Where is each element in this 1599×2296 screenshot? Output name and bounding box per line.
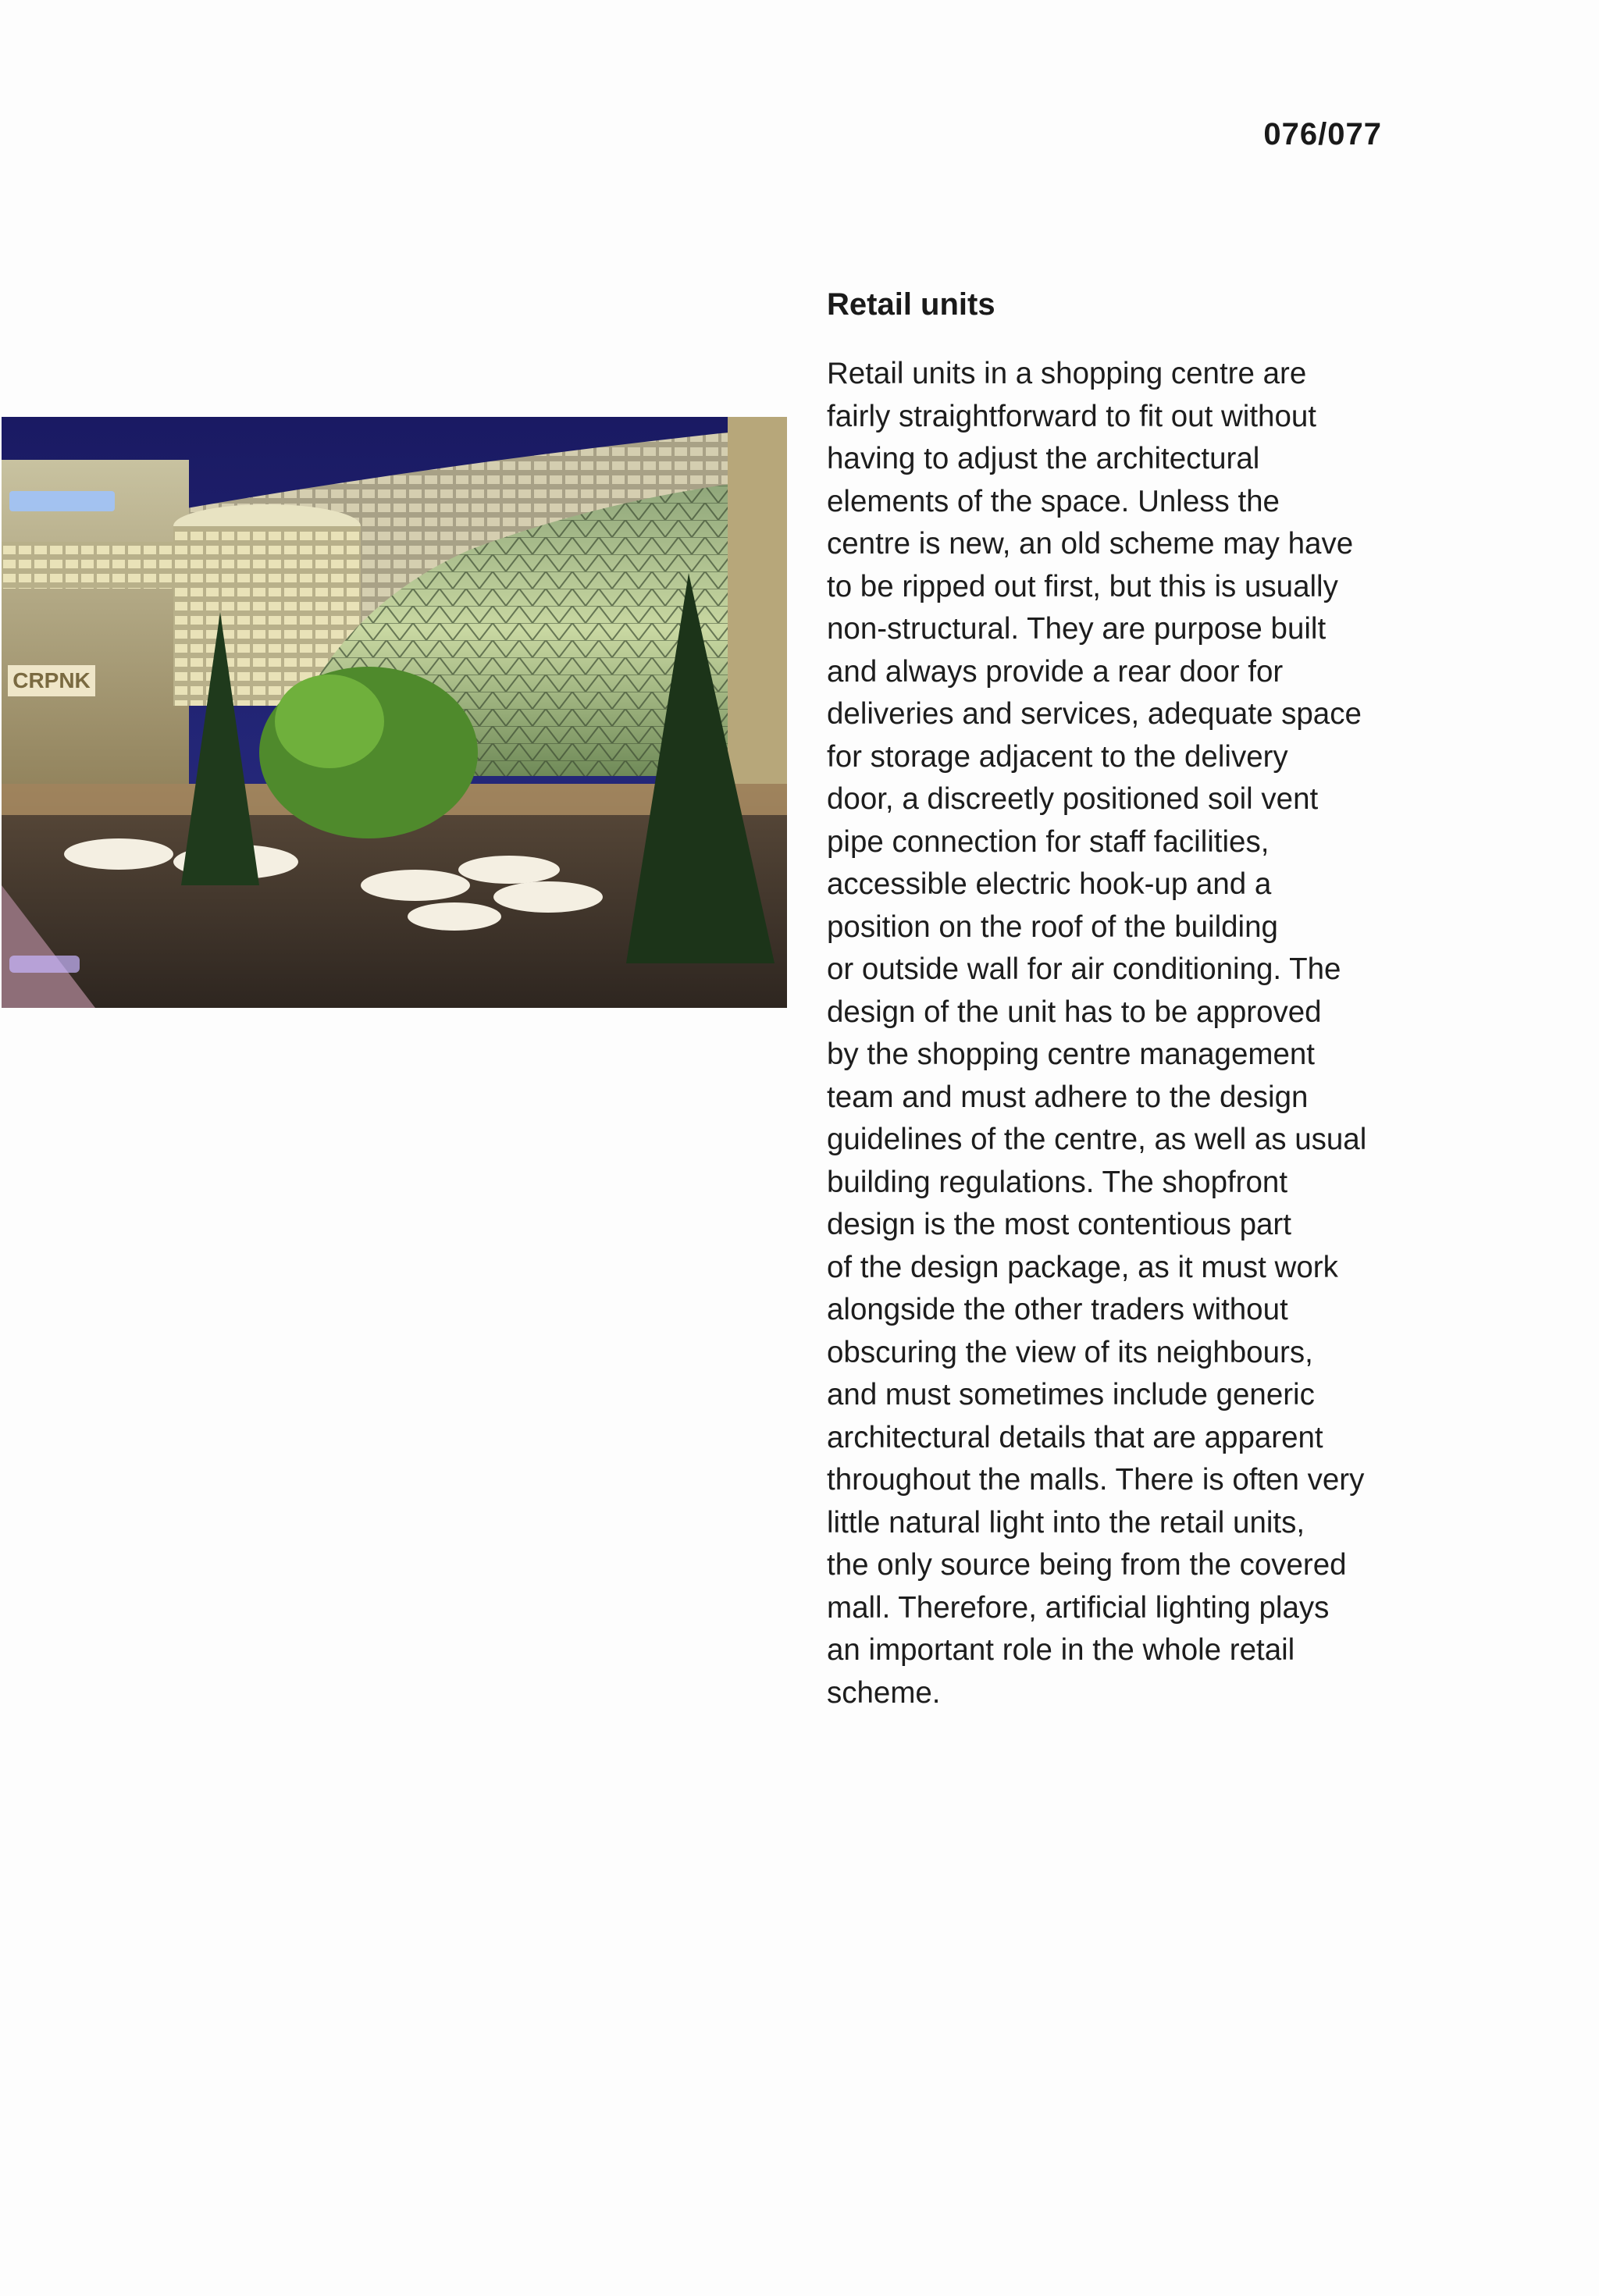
- paragraph-line: building regulations. The shopfront: [827, 1165, 1288, 1199]
- section-heading: Retail units: [827, 287, 995, 322]
- paragraph-line: throughout the malls. There is often very: [827, 1463, 1365, 1497]
- paragraph-line: pipe connection for staff facilities,: [827, 824, 1270, 859]
- paragraph-line: little natural light into the retail units,: [827, 1505, 1305, 1540]
- shopping-centre-photo: [2, 417, 787, 1008]
- paragraph-line: team and must adhere to the design: [827, 1080, 1309, 1114]
- paragraph-line: obscuring the view of its neighbours,: [827, 1335, 1313, 1369]
- paragraph-line: architectural details that are apparent: [827, 1420, 1323, 1454]
- paragraph-line: scheme.: [827, 1675, 941, 1710]
- paragraph-line: guidelines of the centre, as well as usual: [827, 1123, 1367, 1156]
- paragraph-line: for storage adjacent to the delivery: [827, 739, 1288, 774]
- paragraph-line: elements of the space. Unless the: [827, 484, 1280, 518]
- paragraph-line: fairly straightforward to fit out without: [827, 399, 1316, 433]
- paragraph-line: the only source being from the covered: [827, 1548, 1347, 1582]
- page-number: 076/077: [1263, 117, 1382, 151]
- paragraph-line: centre is new, an old scheme may have: [827, 527, 1354, 561]
- paragraph-line: accessible electric hook-up and a: [827, 867, 1272, 901]
- store-sign-text: CRPNK: [12, 668, 91, 692]
- paragraph-line: by the shopping centre management: [827, 1038, 1315, 1071]
- paragraph-line: alongside the other traders without: [827, 1293, 1288, 1326]
- neon-sign: [9, 491, 115, 511]
- railing-light: [9, 956, 80, 973]
- left-building-windows: [2, 542, 189, 589]
- paragraph-line: having to adjust the architectural: [827, 442, 1260, 475]
- left-building: [2, 460, 189, 827]
- paragraph-line: mall. Therefore, artificial lighting plays: [827, 1590, 1330, 1625]
- body-paragraph: [827, 353, 1405, 1714]
- paragraph-line: door, a discreetly positioned soil vent: [827, 782, 1319, 816]
- paragraph-line: deliveries and services, adequate space: [827, 697, 1362, 731]
- paragraph-line: of the design package, as it must work: [827, 1250, 1338, 1284]
- paragraph-line: and always provide a rear door for: [827, 654, 1284, 689]
- paragraph-line: non-structural. They are purpose built: [827, 612, 1327, 646]
- paragraph-line: design is the most contentious part: [827, 1208, 1291, 1241]
- paragraph-line: or outside wall for air conditioning. The: [827, 952, 1341, 986]
- shopping-centre-illustration: [2, 417, 787, 1008]
- paragraph-line: Retail units in a shopping centre are: [827, 357, 1307, 390]
- paragraph-line: and must sometimes include generic: [827, 1378, 1315, 1411]
- paragraph-line: position on the roof of the building: [827, 910, 1278, 944]
- paragraph-line: an important role in the whole retail: [827, 1633, 1295, 1667]
- paragraph-line: design of the unit has to be approved: [827, 995, 1322, 1029]
- paragraph-line: to be ripped out first, but this is usually: [827, 569, 1338, 603]
